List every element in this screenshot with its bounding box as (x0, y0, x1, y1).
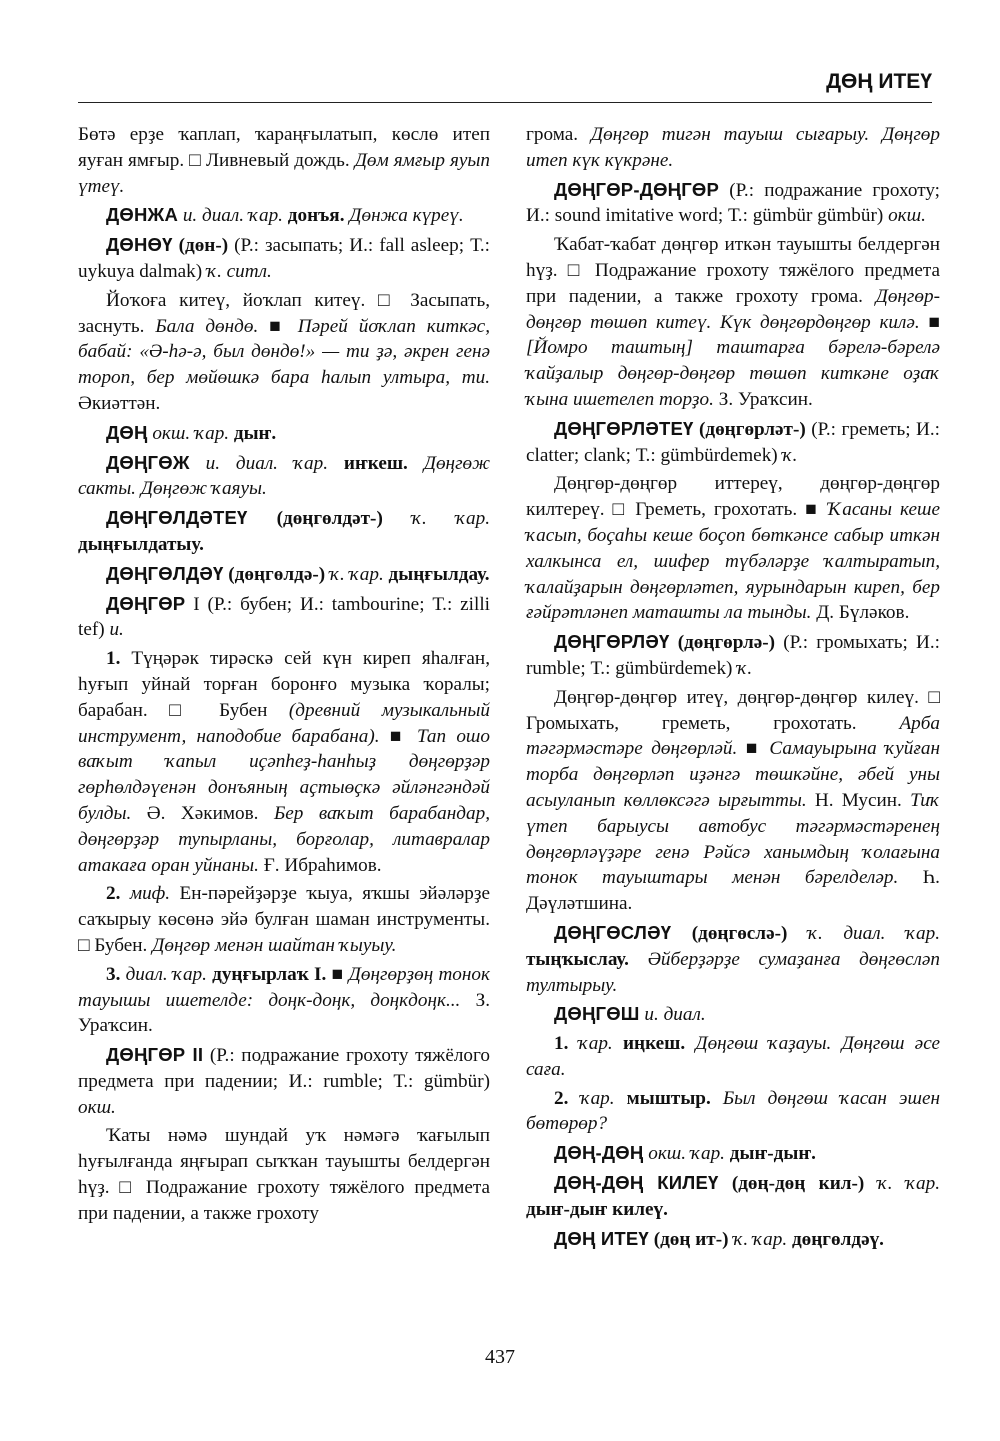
bold-text: (дөңгөлдә-) (223, 563, 326, 585)
bold-text: (дөңгөслә-) (671, 922, 788, 944)
italic-text: Дөңгөж сакты. Дөңгөж ҡаяуы. (78, 452, 490, 500)
italic-text: [Йомро таштың] таштарға бәрелә-бәрелә ҡайҙалыр дөңгөр-дөңгөр төшөп киткәне оҙаҡ ҡына ишетелеп торҙо. (526, 337, 940, 410)
body-text: грома. (526, 124, 591, 145)
italic-text: Дөм ямғыр яуып үтеү. (78, 149, 491, 197)
bold-text: дуңғырлаҡ I. (212, 963, 327, 985)
paragraph (78, 962, 490, 1039)
italic-text: Әйберҙәрҙе сумаҙанға дөңгөсләп тултырыу. (526, 948, 940, 996)
bold-text: (дөңгөрлә-) (669, 632, 776, 654)
italic-text: ҡар. (568, 1087, 627, 1109)
italic-text: Дөңгөр-дөңгөр төшөп китеү. Күк дөңгөрдөңгөр килә. (526, 285, 940, 333)
left-column (78, 122, 490, 1230)
italic-text: Ҡасаны кеше ҡасып, боҫаһы кеше боҫоп бөткәнсе сабыр иткән халкынса ел, шифер түбәләрҙе ҡалтыратып, ҡалайҙарын дөңгөрләтеп, яурындарын киреп, бер ғәйрәтләнеп маташты ла тынды. (526, 499, 940, 624)
italic-text: ҡ. ҡар. (728, 1228, 792, 1250)
paragraph (526, 471, 940, 626)
bold-text: 1. (106, 648, 121, 670)
italic-text: и. диал. ҡар. (178, 205, 288, 227)
headword: ДӨҢГӨР-ДӨҢГӨР (554, 178, 720, 200)
body-text: I (Р.: бубен; И.: tambourine; Т.: zilli tef) (78, 593, 490, 641)
paragraph (78, 561, 490, 588)
bold-text: 2. (554, 1087, 569, 1109)
paragraph (78, 232, 490, 285)
italic-text: ҡ. ҡар. (382, 508, 490, 530)
italic-text: Был дөңгөш ҡасан эшен бөтөрөр? (526, 1087, 940, 1135)
body-text: Дөңгөр-дөңгөр итеү, дөңгөр-дөңгөр килеү. □ Громыхать, греметь, грохотать. (526, 686, 940, 734)
italic-text: ҡ. (782, 444, 798, 466)
headword: ДӨҢГӨР II (106, 1044, 204, 1066)
running-head-text: ДӨҢ ИТЕҮ (826, 70, 932, 93)
body-text: Н. Мусин. (806, 789, 911, 811)
paragraph (78, 881, 490, 958)
paragraph (78, 646, 490, 878)
paragraph (526, 232, 940, 413)
bold-text: мыштыр. (626, 1087, 711, 1109)
italic-text: Пәрей йоҡлап киткәс, бабай: «Ә-һә-ә, был дөндө!» — ти ҙә, әкрен генә тороп, бер мөйөшкә бара һалып ултыра, ти. (78, 315, 490, 389)
paragraph (78, 450, 490, 503)
headword: ДӨҢГӨШ (554, 1003, 640, 1025)
paragraph (78, 1042, 490, 1120)
paragraph (526, 177, 940, 230)
body-text: ■ (379, 725, 417, 747)
italic-text: и. диал. ҡар. (189, 452, 344, 474)
body-text: Ә. Хәкимов. (131, 802, 274, 824)
body-text: (Р.: подражание грохоту тяжёлого предмета при падении; И.: rumble; Т.: gümbür) (78, 1045, 490, 1092)
headword: ДӨҢГӨР (106, 592, 186, 614)
italic-text: Дөңгөрҙөң тонок тауышы ишетелде: доңк-доңк, доңкдоңк... (78, 963, 490, 1011)
body-text: Һ. Дәүләтшина. (526, 867, 940, 915)
bold-text: дөңгөлдәү. (791, 1228, 884, 1250)
paragraph (526, 920, 940, 998)
body-text: Ҡаты нәмә шундай уҡ нәмәгә ҡағылып һуғылғанда яңғырап сыҡҡан тауышты белдергән һүҙ. □ Подражание грохоту тяжёлого предмета при падении, а также грохоту (78, 1125, 490, 1224)
paragraph (526, 1140, 940, 1167)
bold-text: (дөң ит-) (648, 1228, 729, 1250)
italic-text: ҡ. ҡар. (864, 1173, 940, 1195)
bold-text: дыҥ. (233, 422, 277, 444)
italic-text: (древний музыкальный инструмент, наподобие барабана). (78, 699, 491, 747)
body-text: (Р.: громыхать; И.: rumble; Т.: gümbürdemek) (526, 632, 940, 679)
italic-text: и. (109, 619, 124, 641)
italic-text: миф. (120, 883, 171, 905)
bold-text: 2. (106, 883, 121, 905)
bold-text: дыҥ-дыҥ. (729, 1143, 816, 1165)
italic-text: Тап ошо ваҡыт ҡапыл иҫәпһеҙ-һанһыҙ дөңгөрҙәр гөрһөлдәүенән донъяның аҫтыөҫкә әйләнгәндәй булды. (78, 725, 490, 824)
bold-text: 3. (106, 963, 121, 985)
italic-text: и. диал. (639, 1004, 706, 1026)
headword: ДӨҢ ИТЕҮ (554, 1227, 649, 1249)
body-text: (Р.: засыпать; И.: fall asleep; Т.: uykuya dalmak) (78, 235, 491, 282)
paragraph (526, 416, 940, 469)
italic-text: Дөнжа күреү. (344, 205, 464, 227)
italic-text: Арба тәгәрмәстәре дөңгөрләй. (526, 712, 940, 760)
paragraph (526, 629, 940, 682)
bold-text: (дөң-дөң кил-) (718, 1173, 865, 1195)
body-text: Түңәрәк тирәскә сей күн киреп яһалған, һуғып уйнай торған боронғо музыка ҡоралы; барабан. □ Бубен (78, 648, 490, 721)
paragraph (526, 685, 940, 917)
italic-text: Дөңгөш ҡаҙауы. Дөңгөш әсе саға. (526, 1033, 940, 1080)
italic-text: окш. (78, 1096, 116, 1118)
bold-text: 1. (554, 1033, 569, 1055)
headword: ДӨҢ-ДӨҢ КИЛЕҮ (554, 1172, 719, 1194)
paragraph (526, 1170, 940, 1223)
bold-text: (дөңгөрләт-) (693, 418, 806, 440)
bold-text: тыңҡыслау. (526, 948, 629, 970)
paragraph (78, 122, 490, 199)
paragraph (526, 1226, 940, 1253)
italic-text: Бер ваҡыт барабандар, дөңгөрҙәр тупырланы, борғолар, литавралар атакаға оран уйнаны. (78, 802, 490, 876)
body-text: (Р.: греметь; И.: clatter; clank; Т.: gümbürdemek) (526, 418, 940, 466)
paragraph (526, 1031, 940, 1083)
body-text: Дөңгөр-дөңгөр иттереү, дөңгөр-дөңгөр килтереү. □ Греметь, грохотать. ■ (526, 473, 940, 521)
body-text: ■ (919, 311, 940, 333)
italic-text: ҡар. (568, 1033, 623, 1055)
italic-text: Тиҡ үтеп барыусы автобус тәгәрмәстәренең дөңгөрләүҙәре генә Рәйсә ханымдың ҡолағына тонок тауыштары менән бәрелделәр. (526, 789, 941, 889)
paragraph (78, 1123, 490, 1226)
body-text: З. Ураҡсин. (713, 388, 813, 410)
headword: ДӨҢГӨРЛӘТЕҮ (554, 417, 694, 439)
italic-text: диал. ҡар. (120, 963, 213, 985)
italic-text: ҡ. ситл. (206, 260, 272, 282)
body-text: З. Ураҡсин. (78, 989, 490, 1037)
italic-text: ҡ. ҡар. (325, 563, 389, 585)
bold-text: (дөн-) (172, 235, 229, 257)
italic-text: Бала дөндө. (155, 315, 259, 337)
headword: ДӨҢ-ДӨҢ (554, 1142, 644, 1164)
italic-text: Дөңгөр менән шайтан ҡыуыу. (152, 934, 397, 956)
paragraph (78, 505, 490, 558)
headword: ДӨНӨҮ (106, 234, 173, 256)
bold-text: дыңғылдатыу. (78, 533, 204, 555)
italic-text: окш. (888, 205, 926, 227)
right-column (526, 122, 940, 1255)
italic-text: ҡ. (737, 657, 753, 679)
paragraph (526, 1001, 940, 1028)
headword: ДӨҢГӨСЛӘҮ (554, 921, 672, 943)
body-text: ■ (326, 963, 349, 985)
italic-text: Дөңгөр тигән тауыш сығарыу. Дөңгөр итеп күк күкрәне. (526, 124, 940, 171)
body-text: Йоҡоға китеү, йоҡлап китеү. □ Засыпать, заснуть. (78, 289, 490, 337)
body-text: Д. Бүләков. (811, 602, 910, 624)
italic-text: окш. ҡар. (643, 1143, 730, 1165)
running-head (78, 68, 932, 103)
bold-text: донъя. (287, 205, 345, 227)
bold-text: иңкеш. (622, 1033, 686, 1055)
headword: ДӨҢГӨЛДӘТЕҮ (106, 507, 248, 529)
paragraph (78, 202, 490, 229)
paragraph (526, 1086, 940, 1138)
headword: ДӨҢГӨЖ (106, 451, 190, 473)
italic-text: Самауырына ҡуйған торба дөңгөрләп иҙәнгә төшкәйне, әбей уны асыуланып көллөксәгә ырғытты. (526, 738, 941, 811)
bold-text: (дөңгөлдәт-) (247, 508, 383, 530)
paragraph (78, 420, 490, 447)
paragraph (526, 122, 940, 174)
page-number: 437 (485, 1346, 515, 1368)
headword: ДӨҢ (106, 421, 148, 443)
bold-text: дыҥ-дыҥ килеү. (526, 1198, 668, 1220)
body-text: Ғ. Ибраһимов. (258, 854, 382, 876)
paragraph (78, 591, 490, 644)
body-text: Ҡабат-ҡабат дөңгөр иткән тауышты белдергән һүҙ. □ Подражание грохоту тяжёлого предмета при падении, а также грохоту грома. (526, 234, 940, 307)
headword: ДӨҢГӨЛДӘҮ (106, 562, 224, 584)
body-text: ■ (258, 315, 298, 337)
bold-text: дыңғылдау. (388, 563, 490, 585)
headword: ДӨҢГӨРЛӘҮ (554, 631, 670, 653)
headword: ДӨНЖА (106, 204, 179, 226)
body-text: Бөтә ерҙе ҡаплап, ҡараңғылатып, көслө итеп яуған ямғыр. □ Ливневый дождь. (78, 124, 490, 171)
body-text: Әкиәттән. (78, 392, 161, 414)
body-text: Ен-пәрейҙәрҙе ҡыуа, яҡшы эйәләрҙе саҡырыу көсөнә эйә булған шаман инструменты. □ Бубен. (78, 883, 490, 956)
paragraph (78, 288, 490, 417)
italic-text: ҡ. диал. ҡар. (787, 922, 940, 944)
body-text: (Р.: подражание грохоту; И.: sound imitative word; Т.: gümbür gümbür) (526, 179, 940, 227)
bold-text: иҥкеш. (343, 452, 408, 474)
body-text: ■ (737, 738, 770, 760)
italic-text: окш. ҡар. (147, 422, 234, 444)
